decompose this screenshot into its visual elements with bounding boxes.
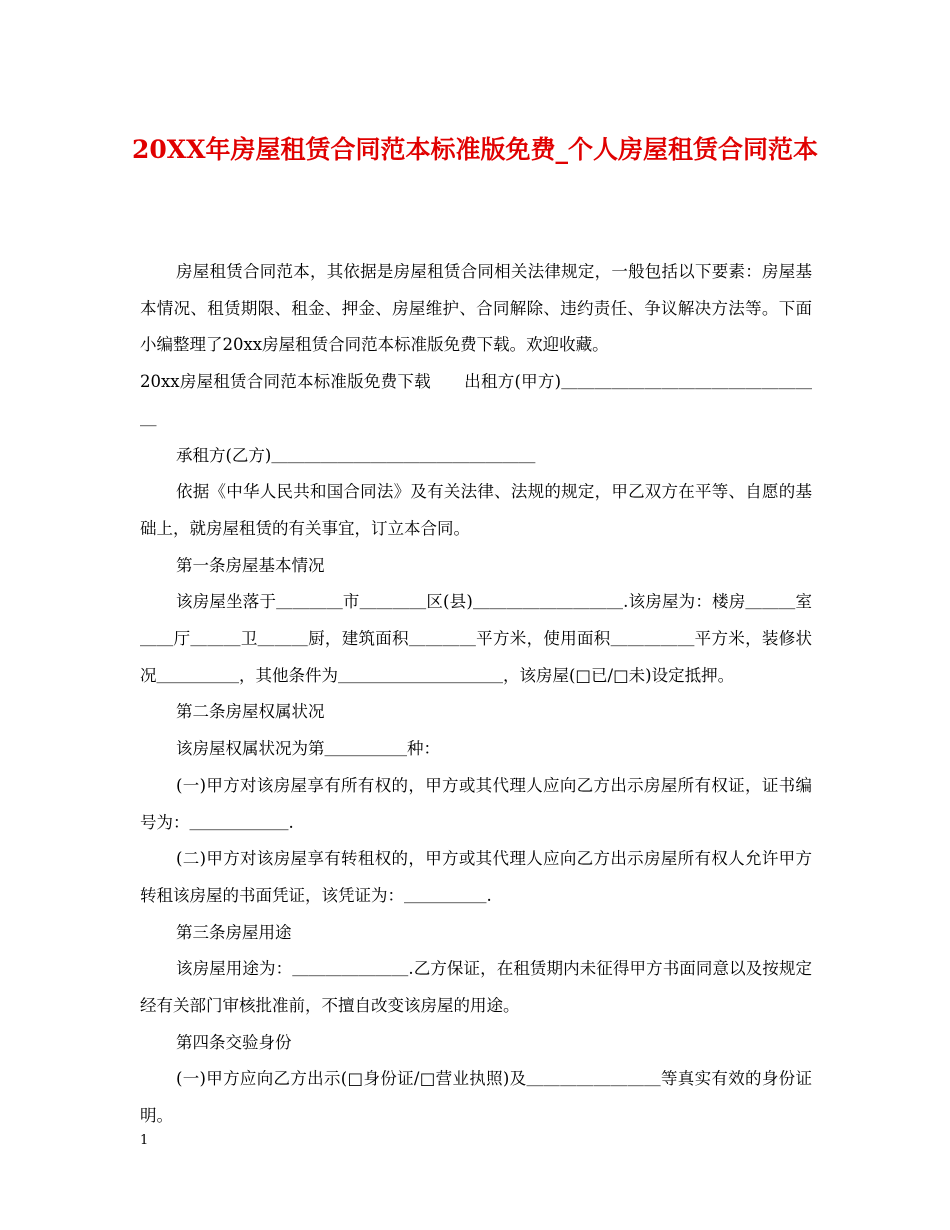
- body-paragraph: 依据《中华人民共和国合同法》及有关法律、法规的规定，甲乙双方在平等、自愿的基础上，就房屋租赁的有关事宜，订立本合同。: [140, 482, 812, 538]
- page-number: 1: [140, 1133, 149, 1148]
- body-paragraph: 房屋租赁合同范本，其依据是房屋租赁合同相关法律规定，一般包括以下要素：房屋基本情况、租赁期限、租金、押金、房屋维护、合同解除、违约责任、争议解决方法等。下面小编整理了20xx房屋租赁合同范本标准版免费下载。欢迎收藏。: [140, 262, 812, 355]
- body-paragraph: (一)甲方对该房屋享有所有权的，甲方或其代理人应向乙方出示房屋所有权证，证书编号为：＿＿＿＿＿＿.: [140, 775, 812, 832]
- section-heading: 第三条房屋用途: [176, 922, 292, 942]
- section-heading: 第一条房屋基本情况: [176, 555, 325, 575]
- body-paragraph: 承租方(乙方)＿＿＿＿＿＿＿＿＿＿＿＿＿＿＿＿: [176, 445, 536, 465]
- body-paragraph: 20xx房屋租赁合同范本标准版免费下载 出租方(甲方)＿＿＿＿＿＿＿＿＿＿＿＿＿＿＿＿: [140, 372, 812, 428]
- body-paragraph: 该房屋用途为：＿＿＿＿＿＿＿.乙方保证，在租赁期内未征得甲方书面同意以及按规定经有关部门审核批准前，不擅自改变该房屋的用途。: [140, 959, 812, 1016]
- body-paragraph: 该房屋权属状况为第＿＿＿＿＿种：: [176, 739, 440, 759]
- document-title: 20XX年房屋租赁合同范本标准版免费_个人房屋租赁合同范本: [131, 135, 819, 164]
- body-paragraph: 该房屋坐落于＿＿＿＿市＿＿＿＿区(县)＿＿＿＿＿＿＿＿＿.该房屋为：楼房＿＿＿室＿＿厅＿＿＿卫＿＿＿厨，建筑面积＿＿＿＿平方米，使用面积＿＿＿＿＿平方米，装修状况＿＿＿＿＿，其他条件为＿＿＿＿＿＿＿＿＿＿，该房屋(□已/□未)设定抵押。: [140, 592, 812, 685]
- document-body: [140, 254, 812, 1135]
- section-heading: 第四条交验身份: [176, 1032, 292, 1052]
- section-heading: 第二条房屋权属状况: [176, 702, 325, 722]
- body-paragraph: (二)甲方对该房屋享有转租权的，甲方或其代理人应向乙方出示房屋所有权人允许甲方转租该房屋的书面凭证，该凭证为：＿＿＿＿＿.: [140, 849, 812, 905]
- body-paragraph: (一)甲方应向乙方出示(□身份证/□营业执照)及＿＿＿＿＿＿＿＿等真实有效的身份证明。: [140, 1069, 812, 1126]
